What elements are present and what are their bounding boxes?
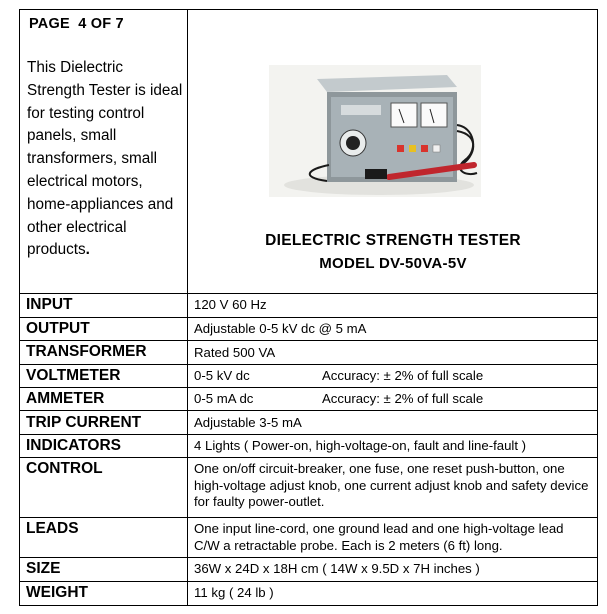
spec-sheet bbox=[19, 9, 598, 606]
row-divider bbox=[20, 457, 597, 458]
ammeter-accuracy: Accuracy: ± 2% of full scale bbox=[322, 391, 484, 406]
spec-value-size: 36W x 24D x 18H cm ( 14W x 9.5D x 7H inches ) bbox=[194, 561, 480, 576]
spec-label-transformer: TRANSFORMER bbox=[26, 343, 147, 360]
intro-period: . bbox=[85, 241, 90, 259]
spec-value-ammeter bbox=[194, 391, 592, 408]
spec-value-voltmeter bbox=[194, 368, 592, 385]
row-divider bbox=[20, 557, 597, 558]
intro-paragraph bbox=[27, 57, 183, 262]
voltmeter-accuracy: Accuracy: ± 2% of full scale bbox=[322, 368, 484, 383]
spec-label-indicators: INDICATORS bbox=[26, 437, 122, 454]
row-divider bbox=[20, 581, 597, 582]
spec-label-control: CONTROL bbox=[26, 460, 103, 477]
row-divider bbox=[20, 317, 597, 318]
spec-value-transformer: Rated 500 VA bbox=[194, 345, 276, 360]
spec-label-output: OUTPUT bbox=[26, 320, 90, 337]
row-divider bbox=[20, 517, 597, 518]
spec-value-indicators: 4 Lights ( Power-on, high-voltage-on, fault and line-fault ) bbox=[194, 438, 527, 453]
spec-label-leads: LEADS bbox=[26, 520, 79, 537]
voltmeter-range: 0-5 kV dc bbox=[194, 368, 250, 383]
spec-value-weight: 11 kg ( 24 lb ) bbox=[194, 585, 274, 600]
spec-label-trip-current: TRIP CURRENT bbox=[26, 414, 142, 431]
product-model: MODEL DV-50VA-5V bbox=[319, 255, 467, 272]
spec-label-voltmeter: VOLTMETER bbox=[26, 367, 121, 384]
row-divider bbox=[20, 434, 597, 435]
row-divider bbox=[20, 364, 597, 365]
spec-value-leads: One input line-cord, one ground lead and one high-voltage lead C/W a retractable probe. Each is 2 meters (6 ft) long. bbox=[194, 521, 564, 553]
spec-value-trip-current: Adjustable 3-5 mA bbox=[194, 415, 302, 430]
spec-label-input: INPUT bbox=[26, 296, 73, 313]
spec-value-output: Adjustable 0-5 kV dc @ 5 mA bbox=[194, 321, 367, 336]
dielectric-tester-image bbox=[269, 65, 481, 197]
spec-value-input: 120 V 60 Hz bbox=[194, 297, 267, 312]
column-divider bbox=[187, 10, 188, 605]
product-photo bbox=[269, 65, 481, 197]
row-divider bbox=[20, 410, 597, 411]
spec-value-control: One on/off circuit-breaker, one fuse, one reset push-button, one high-voltage adjust knob, one current adjust knob and safety device for faulty power-outlet. bbox=[194, 461, 589, 510]
ammeter-range: 0-5 mA dc bbox=[194, 391, 254, 406]
page-number: PAGE 4 OF 7 bbox=[29, 16, 124, 32]
spec-label-size: SIZE bbox=[26, 560, 61, 577]
row-divider bbox=[20, 387, 597, 388]
product-title: DIELECTRIC STRENGTH TESTER bbox=[265, 232, 521, 249]
spec-label-weight: WEIGHT bbox=[26, 584, 88, 601]
row-divider bbox=[20, 340, 597, 341]
row-divider bbox=[20, 293, 597, 294]
intro-text: This Dielectric Strength Tester is ideal for testing control panels, small transformers, small electrical motors, home-appliances and other electrical products bbox=[27, 59, 183, 259]
spec-label-ammeter: AMMETER bbox=[26, 390, 105, 407]
